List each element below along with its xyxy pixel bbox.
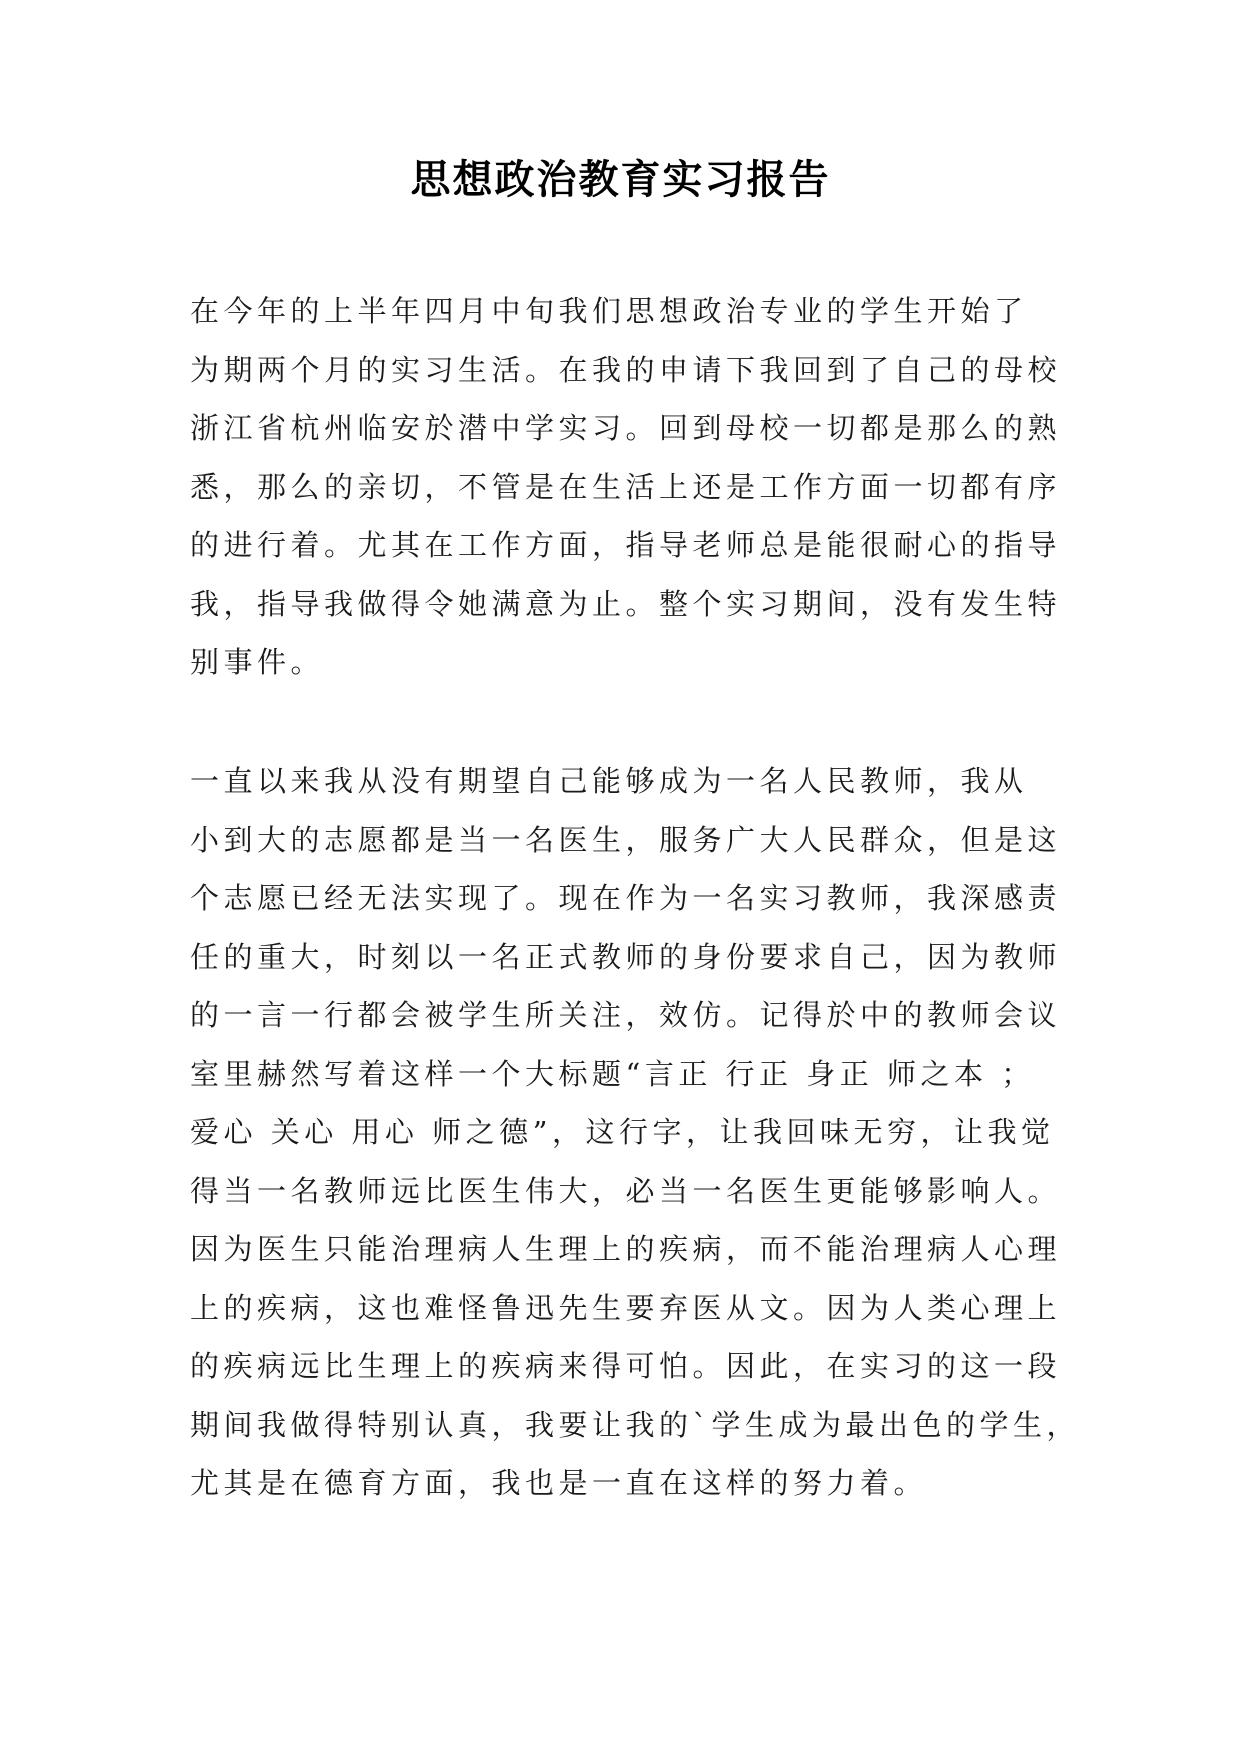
paragraph-line: 任的重大，时刻以一名正式教师的身份要求自己，因为教师 (190, 939, 1062, 974)
paragraph-line: 一直以来我从没有期望自己能够成为一名人民教师，我从 (190, 764, 1028, 798)
paragraph-line: 个志愿已经无法实现了。现在作为一名实习教师，我深感责 (190, 881, 1062, 915)
paragraph-line: 在今年的上半年四月中旬我们思想政治专业的学生开始了 (190, 294, 1028, 328)
paragraph-line: 爱心 关心 用心 师之德”，这行字，让我回味无穷，让我觉 (190, 1115, 1055, 1149)
paragraph-line: 得当一名教师远比医生伟大，必当一名医生更能够影响人。 (190, 1173, 1062, 1208)
paragraph-line: 的一言一行都会被学生所关注，效仿。记得於中的教师会议 (190, 998, 1062, 1032)
paragraph-2 (190, 752, 1081, 1513)
paragraph-line: 尤其是在德育方面，我也是一直在这样的努力着。 (190, 1466, 928, 1500)
paragraph-line: 浙江省杭州临安於潜中学实习。回到母校一切都是那么的熟 (190, 411, 1062, 445)
paragraph-line: 悉，那么的亲切，不管是在生活上还是工作方面一切都有序 (190, 469, 1062, 504)
paragraph-line: 因为医生只能治理病人生理上的疾病，而不能治理病人心理 (190, 1232, 1062, 1266)
paragraph-line: 的进行着。尤其在工作方面，指导老师总是能很耐心的指导 (190, 528, 1062, 562)
paragraph-1 (190, 282, 1070, 692)
paragraph-line: 上的疾病，这也难怪鲁迅先生要弃医从文。因为人类心理上 (190, 1290, 1062, 1325)
paragraph-line: 的疾病远比生理上的疾病来得可怕。因此，在实习的这一段 (190, 1349, 1062, 1383)
paragraph-line: 为期两个月的实习生活。在我的申请下我回到了自己的母校 (190, 352, 1062, 387)
paragraph-line: 小到大的志愿都是当一名医生，服务广大人民群众，但是这 (190, 822, 1062, 857)
paragraph-line: 别事件。 (190, 645, 325, 679)
paragraph-line: 室里赫然写着这样一个大标题“言正 行正 身正 师之本 ； (190, 1056, 1035, 1091)
document-title: 思想政治教育实习报告 (410, 157, 831, 203)
paragraph-line: 我，指导我做得令她满意为止。整个实习期间，没有发生特 (190, 586, 1062, 621)
paragraph-line: 期间我做得特别认真，我要让我的`学生成为最出色的学生， (190, 1407, 1081, 1442)
